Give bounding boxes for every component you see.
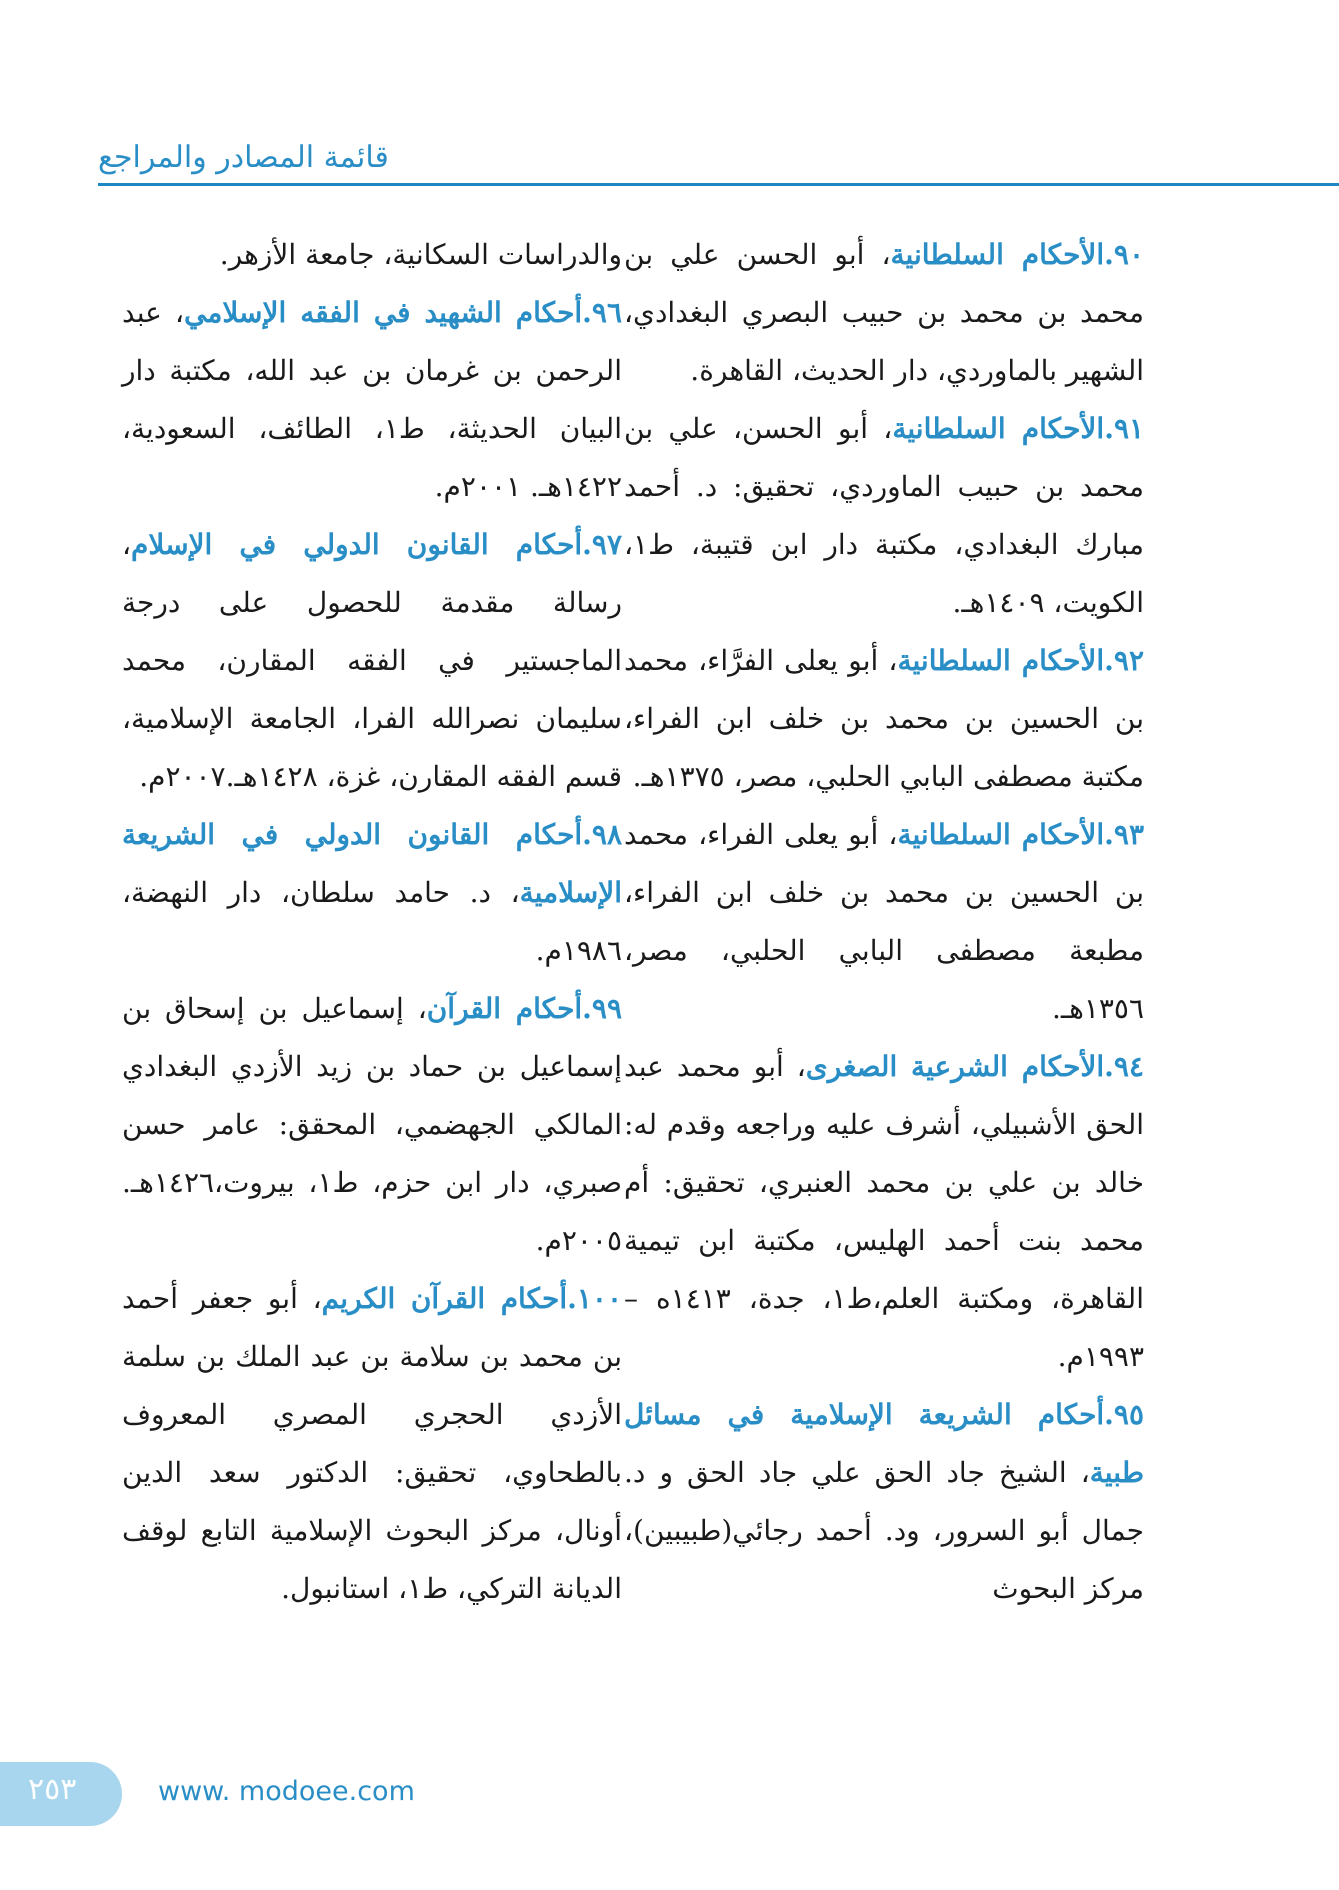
entry-details: ، الشيخ جاد الحق علي جاد الحق و د. جمال أبو السرور، ود. أحمد رجائي(طبيبين)، مركز البحوث [624, 1456, 1144, 1605]
entry-number: ٩٢. [1104, 644, 1144, 677]
entry-details: ، إسماعيل بن إسحاق بن إسماعيل بن حماد بن زيد الأزدي البغدادي المالكي الجهضمي، المحقق: عامر حسن صبري، دار ابن حزم، ط١، بيروت،١٤٢٦هـ. ٢٠٠٥م. [122, 992, 622, 1257]
entry-details: ، رسالة مقدمة للحصول على درجة الماجستير في الفقه المقارن، محمد سليمان نصرالله الفرا، الجامعة الإسلامية، قسم الفقه المقارن، غزة، ١٤٢٨هـ.٢٠٠٧م. [122, 528, 622, 793]
entry-title: الأحكام السلطانية [890, 238, 1105, 271]
entry-details: ، عبد الرحمن بن غرمان بن عبد الله، مكتبة دار البيان الحديثة، ط١، الطائف، السعودية، ١٤٢٢هـ. ٢٠٠١م. [122, 296, 622, 503]
entry-title: الأحكام السلطانية [892, 412, 1105, 445]
entry-title: الأحكام السلطانية [897, 644, 1105, 677]
continued-entry-text: والدراسات السكانية، جامعة الأزهر. [219, 238, 622, 271]
entry-details: ، أبو يعلى الفراء، محمد بن الحسين بن محمد بن خلف ابن الفراء، مطبعة مصطفى البابي الحلبي، مصر، ١٣٥٦هـ. [624, 818, 1144, 1025]
header-rule [98, 183, 1339, 186]
bib-entry-93 [624, 806, 1144, 1038]
bib-entry-97 [122, 516, 622, 806]
bib-entry-98 [122, 806, 622, 980]
page-number: ٢٥٣ [28, 1772, 77, 1807]
bib-entry-96 [122, 284, 622, 516]
bib-entry-94 [624, 1038, 1144, 1386]
entry-title: أحكام الشهيد في الفقه الإسلامي [184, 296, 583, 329]
entry-details: ، أبو جعفر أحمد بن محمد بن سلامة بن عبد الملك بن سلمة الأزدي الحجري المصري المعروف بالطحاوي، تحقيق: الدكتور سعد الدين أونال، مركز البحوث الإسلامية التابع لوقف الديانة التركي، ط١، استانبول. [122, 1282, 622, 1605]
entry-title: أحكام القرآن الكريم [321, 1282, 568, 1315]
entry-number: ٩٧. [582, 528, 622, 561]
bib-entry-99 [122, 980, 622, 1270]
bib-entry-90 [624, 226, 1144, 400]
bib-entry-95 [624, 1386, 1144, 1618]
entry-title: الأحكام السلطانية [897, 818, 1105, 851]
entry-details: ، أبو الحسن علي بن محمد بن محمد بن حبيب البصري البغدادي، الشهير بالماوردي، دار الحديث، القاهرة. [624, 238, 1144, 387]
entry-number: ٩٨. [582, 818, 622, 851]
bib-entry-100 [122, 1270, 622, 1618]
bib-entry-92 [624, 632, 1144, 806]
left-column [122, 226, 622, 1618]
bib-entry-91 [624, 400, 1144, 632]
entry-title: أحكام القرآن [426, 992, 583, 1025]
entry-details: ، أبو الحسن، علي بن محمد بن حبيب الماوردي، تحقيق: د. أحمد مبارك البغدادي، مكتبة دار ابن قتيبة، ط١، الكويت، ١٤٠٩هـ. [624, 412, 1144, 619]
entry-title: أحكام القانون الدولي في الشريعة الإسلامية [122, 818, 622, 909]
entry-number: ٩٠. [1104, 238, 1144, 271]
entry-number: ٩٥. [1104, 1398, 1144, 1431]
right-column [624, 226, 1144, 1618]
entry-details: ، د. حامد سلطان، دار النهضة، ١٩٨٦م. [122, 876, 622, 967]
entry-details: ، أبو يعلى الفرَّاء، محمد بن الحسين بن محمد بن خلف ابن الفراء، مكتبة مصطفى البابي الحلبي، مصر، ١٣٧٥هـ. [624, 644, 1144, 793]
entry-number: ٩٦. [582, 296, 622, 329]
entry-number: ٩١. [1104, 412, 1145, 445]
entry-number: ١٠٠. [567, 1282, 622, 1315]
entry-details: ، أبو محمد عبد الحق الأشبيلي، أشرف عليه وراجعه وقدم له: خالد بن علي بن محمد العنبري، تحقيق: أم محمد بنت أحمد الهليس، مكتبة ابن تيمية القاهرة، ومكتبة العلم،ط١، جدة، ١٤١٣ه – ١٩٩٣م. [624, 1050, 1144, 1373]
entry-number: ٩٤. [1104, 1050, 1144, 1083]
footer-website-link[interactable]: www. modoee.com [158, 1776, 415, 1807]
entry-title: الأحكام الشرعية الصغرى [805, 1050, 1105, 1083]
running-header-title: قائمة المصادر والمراجع [98, 140, 389, 175]
entry-number: ٩٣. [1104, 818, 1144, 851]
entry-title: أحكام الشريعة الإسلامية في مسائل طبية [624, 1398, 1144, 1489]
entry-title: أحكام القانون الدولي في الإسلام [131, 528, 583, 561]
entry-number: ٩٩. [582, 992, 622, 1025]
